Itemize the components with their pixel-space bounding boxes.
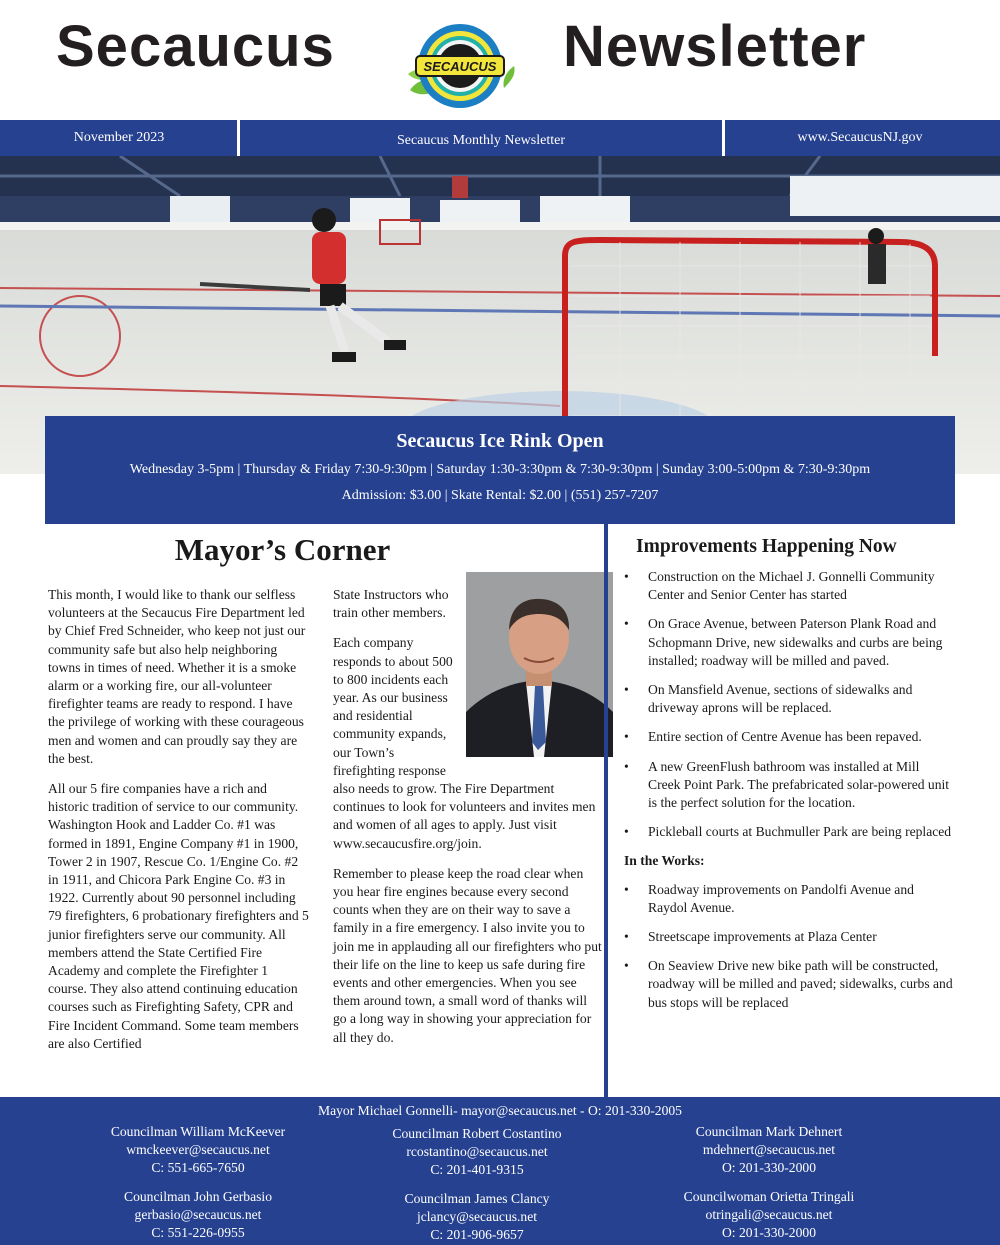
website-link[interactable]: www.SecaucusNJ.gov bbox=[797, 130, 923, 145]
bullet-icon: • bbox=[624, 569, 629, 584]
council-member-phone: C: 551-665-7650 bbox=[151, 1160, 245, 1176]
improvements-list bbox=[624, 568, 954, 841]
rink-hours: Wednesday 3-5pm | Thursday & Friday 7:30-9:30pm | Saturday 1:30-3:30pm & 7:30-9:30pm | Sunday 3:00-5:00pm & 7:30-9:30pm bbox=[129, 462, 871, 477]
council-member-email[interactable]: jclancy@secaucus.net bbox=[416, 1209, 538, 1225]
list-item: • A new GreenFlush bathroom was installed at Mill Creek Point Park. The prefabricated solar-powered unit is the perfect solution for the location. bbox=[624, 758, 950, 811]
rink-title: Secaucus Ice Rink Open bbox=[396, 430, 604, 452]
mayors-corner-column-2 bbox=[333, 586, 603, 1059]
in-the-works-list bbox=[624, 881, 954, 1012]
paragraph: State Instructors who train other members. bbox=[333, 587, 449, 621]
council-member-phone: O: 201-330-2000 bbox=[721, 1160, 816, 1176]
secaucus-logo bbox=[400, 18, 520, 114]
council-member-card bbox=[53, 1188, 343, 1243]
list-item: • Streetscape improvements at Plaza Center bbox=[624, 928, 954, 946]
masthead-title-right: Newsletter bbox=[563, 14, 867, 79]
list-item: • On Mansfield Avenue, sections of sidewalks and driveway aprons will be replaced. bbox=[624, 682, 913, 716]
council-member-email[interactable]: mdehnert@secaucus.net bbox=[702, 1142, 836, 1158]
council-member-email[interactable]: wmckeever@secaucus.net bbox=[126, 1142, 270, 1158]
newsletter-label: Secaucus Monthly Newsletter bbox=[397, 133, 565, 148]
bullet-icon: • bbox=[624, 616, 629, 632]
bullet-icon: • bbox=[624, 881, 629, 897]
council-member-email[interactable]: gerbasio@secaucus.net bbox=[134, 1207, 262, 1223]
in-the-works-heading: In the Works: bbox=[624, 853, 705, 869]
council-member-name: Councilman James Clancy bbox=[404, 1191, 550, 1206]
mayors-corner-column-1 bbox=[48, 586, 310, 1065]
masthead-title-left: Secaucus bbox=[56, 14, 335, 79]
info-bar bbox=[0, 120, 1000, 156]
paragraph: This month, I would like to thank our selfless volunteers at the Secaucus Fire Department led by Chief Fred Schneider, who keep not just our community safe but also help neighboring towns in times of need. Whether it is a smoke alarm or a working fire, our all-volunteer firefighter teams are ready to respond. I have the privilege of working with these courageous men and women and can proudly say they are the best. bbox=[48, 587, 306, 766]
council-member-phone: C: 551-226-0955 bbox=[151, 1225, 245, 1241]
list-item: • Construction on the Michael J. Gonnelli Community Center and Senior Center has started bbox=[624, 569, 935, 603]
issue-date: November 2023 bbox=[73, 130, 165, 145]
council-member-card bbox=[332, 1190, 622, 1245]
council-member-email[interactable]: otringali@secaucus.net bbox=[705, 1207, 833, 1223]
council-member-email[interactable]: rcostantino@secaucus.net bbox=[406, 1144, 548, 1160]
council-member-card bbox=[624, 1188, 914, 1243]
bullet-icon: • bbox=[624, 758, 629, 774]
council-member-card bbox=[332, 1125, 622, 1180]
list-item: • Roadway improvements on Pandolfi Avenue and Raydol Avenue. bbox=[624, 881, 914, 915]
council-member-name: Councilman William McKeever bbox=[110, 1124, 286, 1139]
bullet-icon: • bbox=[624, 824, 629, 840]
council-member-phone: C: 201-906-9657 bbox=[430, 1227, 524, 1243]
council-member-phone: O: 201-330-2000 bbox=[721, 1225, 816, 1241]
council-member-name: Councilman Robert Costantino bbox=[392, 1126, 562, 1141]
mayor-contact: Mayor Michael Gonnelli- mayor@secaucus.net - O: 201-330-2005 bbox=[318, 1103, 682, 1118]
paragraph: Remember to please keep the road clear when you hear fire engines because every second counts when they are on their way to save a family in a fire emergency. I also invite you to join me in applauding all our firefighters who put their life on the line to keep us safe during fire events and other emergencies. When you see them around town, a small word of thanks will go a long way in showing your appreciation for all they do. bbox=[333, 865, 602, 1045]
bullet-icon: • bbox=[624, 729, 629, 745]
logo-wordmark: SECAUCUS bbox=[423, 59, 497, 74]
council-member-name: Councilman John Gerbasio bbox=[124, 1189, 272, 1204]
list-item: • On Seaview Drive new bike path will be constructed, roadway will be milled and paved; sidewalks, curbs and bus stops will be replaced bbox=[624, 958, 953, 1010]
paragraph: All our 5 fire companies have a rich and historic tradition of service to our community. Washington Hook and Ladder Co. #1 was formed in 1891, Engine Company #1 in 1900, Tower 2 in 1907, Rescue Co. 1/Engine Co. #2 in 1911, and Chicora Park Engine Co. #3 in 1922. Currently about 90 personnel including 79 firefighters, 6 probationary firefighters and 5 junior firefighters serve our community. All members attend the State Certified Fire Academy and complete the Firefighter 1 course. They also attend continuing education courses such as Firefighting Safety, CPR and Fire Incident Command. Some team members are also Certified bbox=[48, 781, 309, 1051]
paragraph: Each company responds to about 500 to 800 incidents each year. As our business and residential community expands, our Town’s firefighting response also needs to grow. The Fire Department continues to look for volunteers and invites men and women of all ages to apply. Just visit www.secaucusfire.org/join. bbox=[333, 635, 596, 851]
improvements-section bbox=[624, 568, 954, 1023]
bullet-icon: • bbox=[624, 958, 629, 974]
rink-admission: Admission: $3.00 | Skate Rental: $2.00 | (551) 257-7207 bbox=[341, 488, 659, 503]
list-item: • Pickleball courts at Buchmuller Park are being replaced bbox=[624, 823, 954, 841]
list-item: • Entire section of Centre Avenue has been repaved. bbox=[624, 728, 954, 746]
column-divider bbox=[604, 524, 608, 1098]
ice-rink-banner bbox=[45, 416, 955, 524]
council-member-card bbox=[53, 1123, 343, 1178]
council-footer bbox=[0, 1097, 1000, 1245]
council-member-card bbox=[624, 1123, 914, 1178]
mayors-corner-heading: Mayor’s Corner bbox=[174, 532, 391, 567]
mayor-portrait bbox=[466, 572, 613, 757]
council-member-phone: C: 201-401-9315 bbox=[430, 1162, 524, 1178]
council-member-name: Councilwoman Orietta Tringali bbox=[683, 1189, 855, 1204]
list-item: • On Grace Avenue, between Paterson Plank Road and Schopmann Drive, new sidewalks and curbs are being installed; roadway will be milled and paved. bbox=[624, 616, 943, 668]
improvements-heading: Improvements Happening Now bbox=[636, 536, 897, 557]
bullet-icon: • bbox=[624, 929, 629, 945]
council-member-name: Councilman Mark Dehnert bbox=[695, 1124, 843, 1139]
bullet-icon: • bbox=[624, 682, 629, 698]
